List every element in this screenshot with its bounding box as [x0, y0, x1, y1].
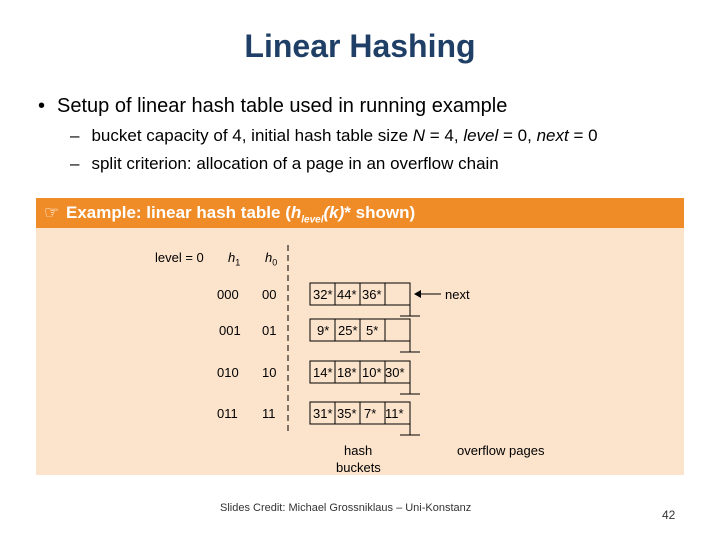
example-h: h	[290, 203, 302, 222]
sub2-text: split criterion: allocation of a page in an overflow chain	[91, 154, 499, 173]
slide-credit: Slides Credit: Michael Grossniklaus – Uni-Konstanz	[220, 502, 472, 514]
row3-h1: 011	[217, 406, 238, 421]
entry: 30*	[385, 365, 405, 380]
dash-icon: –	[70, 126, 80, 145]
entry: 31*	[313, 406, 333, 421]
row2-h1: 010	[217, 365, 239, 380]
entry: 32*	[313, 287, 333, 302]
overflow-pages-label: overflow pages	[457, 443, 545, 458]
example-h-sub: level	[301, 214, 324, 226]
sub1-level: level	[463, 126, 499, 145]
sub1-text-d: = 0	[568, 126, 598, 145]
hash-buckets-label-line2: buckets	[336, 460, 381, 475]
entry: 11*	[385, 406, 404, 421]
entry: 14*	[313, 365, 333, 380]
next-arrow-head	[414, 290, 421, 298]
example-k: (k)	[323, 203, 345, 222]
example-prefix: Example: linear hash table (	[66, 203, 291, 222]
entry: 44*	[337, 287, 357, 302]
entry: 7*	[364, 406, 377, 421]
entry: 5*	[366, 323, 379, 338]
h1-sub: 1	[235, 257, 241, 268]
dash-icon: –	[70, 154, 80, 173]
entry: 36*	[362, 287, 382, 302]
slide-title: Linear Hashing	[244, 28, 476, 64]
row3-h0: 11	[262, 406, 276, 421]
row0-h1: 000	[217, 287, 239, 302]
bullet-text: Setup of linear hash table used in running example	[57, 95, 508, 117]
next-label: next	[445, 287, 470, 302]
entry: 9*	[317, 323, 330, 338]
entry: 25*	[338, 323, 358, 338]
h0-sub: 0	[272, 257, 278, 268]
row1-h0: 01	[262, 323, 277, 338]
entry: 18*	[337, 365, 357, 380]
sub1-N: N	[412, 126, 426, 145]
entry: 35*	[337, 406, 357, 421]
page-number: 42	[662, 508, 676, 522]
row0-h0: 00	[262, 287, 277, 302]
row1-h1: 001	[219, 323, 241, 338]
hash-buckets-label-line1: hash	[344, 443, 373, 458]
sub1-next: next	[536, 126, 569, 145]
level-label: level = 0	[155, 250, 204, 265]
h1-letter: h	[228, 250, 236, 265]
example-suffix: * shown)	[344, 203, 416, 222]
sub1-text-b: = 4,	[425, 126, 464, 145]
entry: 10*	[362, 365, 382, 380]
sub1-text-a: bucket capacity of 4, initial hash table size	[91, 126, 413, 145]
h0-letter: h	[265, 250, 273, 265]
row2-h0: 10	[262, 365, 277, 380]
sub1-text-c: = 0,	[498, 126, 537, 145]
bullet-dot: •	[38, 95, 46, 117]
pointing-hand-icon: ☞	[44, 203, 60, 222]
